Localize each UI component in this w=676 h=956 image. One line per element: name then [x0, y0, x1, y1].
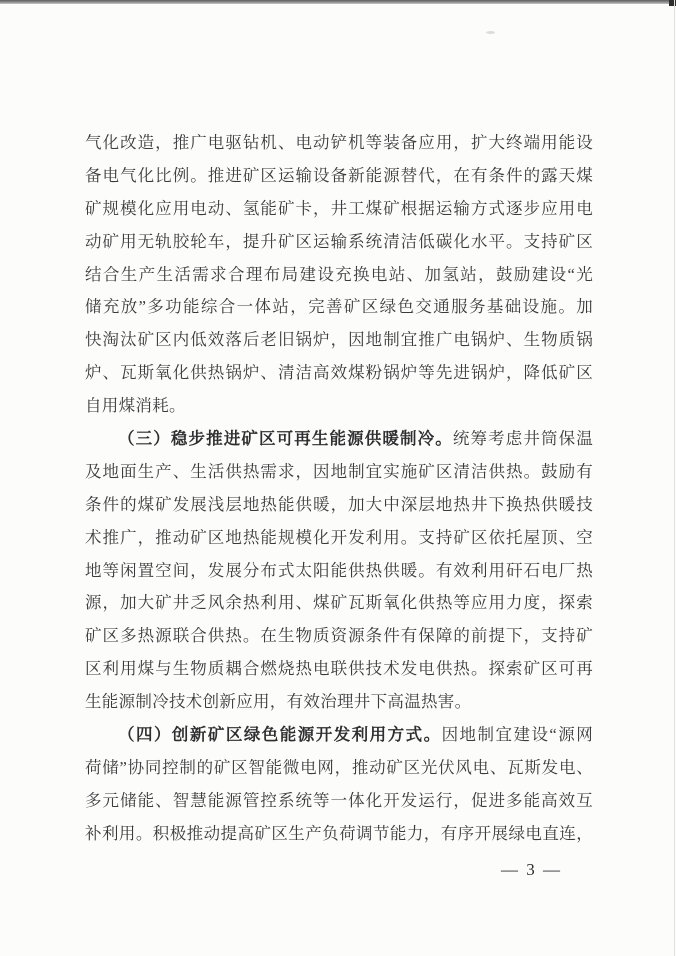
text-line — [85, 620, 593, 653]
text-run: 自用煤消耗。 — [85, 396, 186, 416]
text-run: 及地面生产、生活供热需求，因地制宜实施矿区清洁供热。鼓励有 — [85, 461, 593, 481]
text-line — [85, 390, 593, 423]
text-run: 矿区多热源联合供热。在生物质资源条件有保障的前提下，支持矿 — [85, 626, 593, 646]
text-run: 气化改造，推广电驱钻机、电动铲机等装备应用，扩大终端用能设 — [85, 133, 593, 152]
text-line — [85, 324, 593, 357]
text-line — [85, 456, 593, 489]
text-line — [85, 785, 593, 818]
text-run: 源，加大矿井乏风余热利用、煤矿瓦斯氧化供热等应用力度，探索 — [85, 593, 593, 613]
text-line — [85, 555, 593, 588]
section-heading: （四）创新矿区绿色能源开发利用方式。 — [118, 725, 442, 745]
text-line — [85, 686, 593, 719]
text-run: 结合生产生活需求合理布局建设充换电站、加氢站，鼓励建设“光 — [85, 264, 593, 284]
text-line — [85, 719, 593, 752]
text-run: 因地制宜建设“源网 — [441, 725, 593, 745]
text-line — [85, 226, 593, 259]
text-run: 矿规模化应用电动、氢能矿卡，井工煤矿根据运输方式逐步应用电 — [85, 198, 593, 218]
document-body — [85, 127, 593, 851]
text-line — [85, 160, 593, 193]
text-line — [85, 752, 593, 785]
text-line — [85, 127, 593, 160]
scan-edge-top — [0, 0, 676, 4]
text-line — [85, 193, 593, 226]
text-run: 术推广，推动矿区地热能规模化开发利用。支持矿区依托屋顶、空 — [85, 527, 593, 547]
text-run: 补利用。积极推动提高矿区生产负荷调节能力，有序开展绿电直连， — [85, 823, 593, 843]
page-number: — 3 — — [501, 860, 562, 879]
text-line — [85, 357, 593, 390]
text-line — [85, 522, 593, 555]
text-line — [85, 653, 593, 686]
text-line — [85, 259, 593, 292]
text-run: 备电气化比例。推进矿区运输设备新能源替代，在有条件的露天煤 — [85, 165, 593, 185]
text-line — [85, 423, 593, 456]
text-run: 条件的煤矿发展浅层地热能供暖，加大中深层地热井下换热供暖技 — [85, 494, 593, 514]
text-line — [85, 291, 593, 324]
text-run: 炉、瓦斯氧化供热锅炉、清洁高效煤粉锅炉等先进锅炉，降低矿区 — [85, 363, 593, 383]
text-run: 快淘汰矿区内低效落后老旧锅炉，因地制宜推广电锅炉、生物质锅 — [85, 330, 593, 350]
text-run: 荷储”协同控制的矿区智能微电网，推动矿区光伏风电、瓦斯发电、 — [85, 757, 593, 777]
scan-speck-artifact — [486, 31, 495, 34]
text-run: 储充放”多功能综合一体站，完善矿区绿色交通服务基础设施。加 — [85, 297, 593, 317]
text-line — [85, 818, 593, 851]
text-run: 统筹考虑井筒保温 — [452, 429, 593, 449]
text-run: 生能源制冷技术创新应用，有效治理井下高温热害。 — [85, 692, 472, 712]
scan-edge-right — [674, 0, 675, 956]
text-run: 地等闲置空间，发展分布式太阳能供热供暖。有效利用矸石电厂热 — [85, 560, 593, 580]
text-line — [85, 587, 593, 620]
text-run: 多元储能、智慧能源管控系统等一体化开发运行，促进多能高效互 — [85, 790, 593, 810]
section-heading: （三）稳步推进矿区可再生能源供暖制冷。 — [118, 429, 453, 449]
text-run: 动矿用无轨胶轮车，提升矿区运输系统清洁低碳化水平。支持矿区 — [85, 231, 593, 251]
text-line — [85, 489, 593, 522]
text-run: 区利用煤与生物质耦合燃烧热电联供技术发电供热。探索矿区可再 — [85, 659, 593, 679]
